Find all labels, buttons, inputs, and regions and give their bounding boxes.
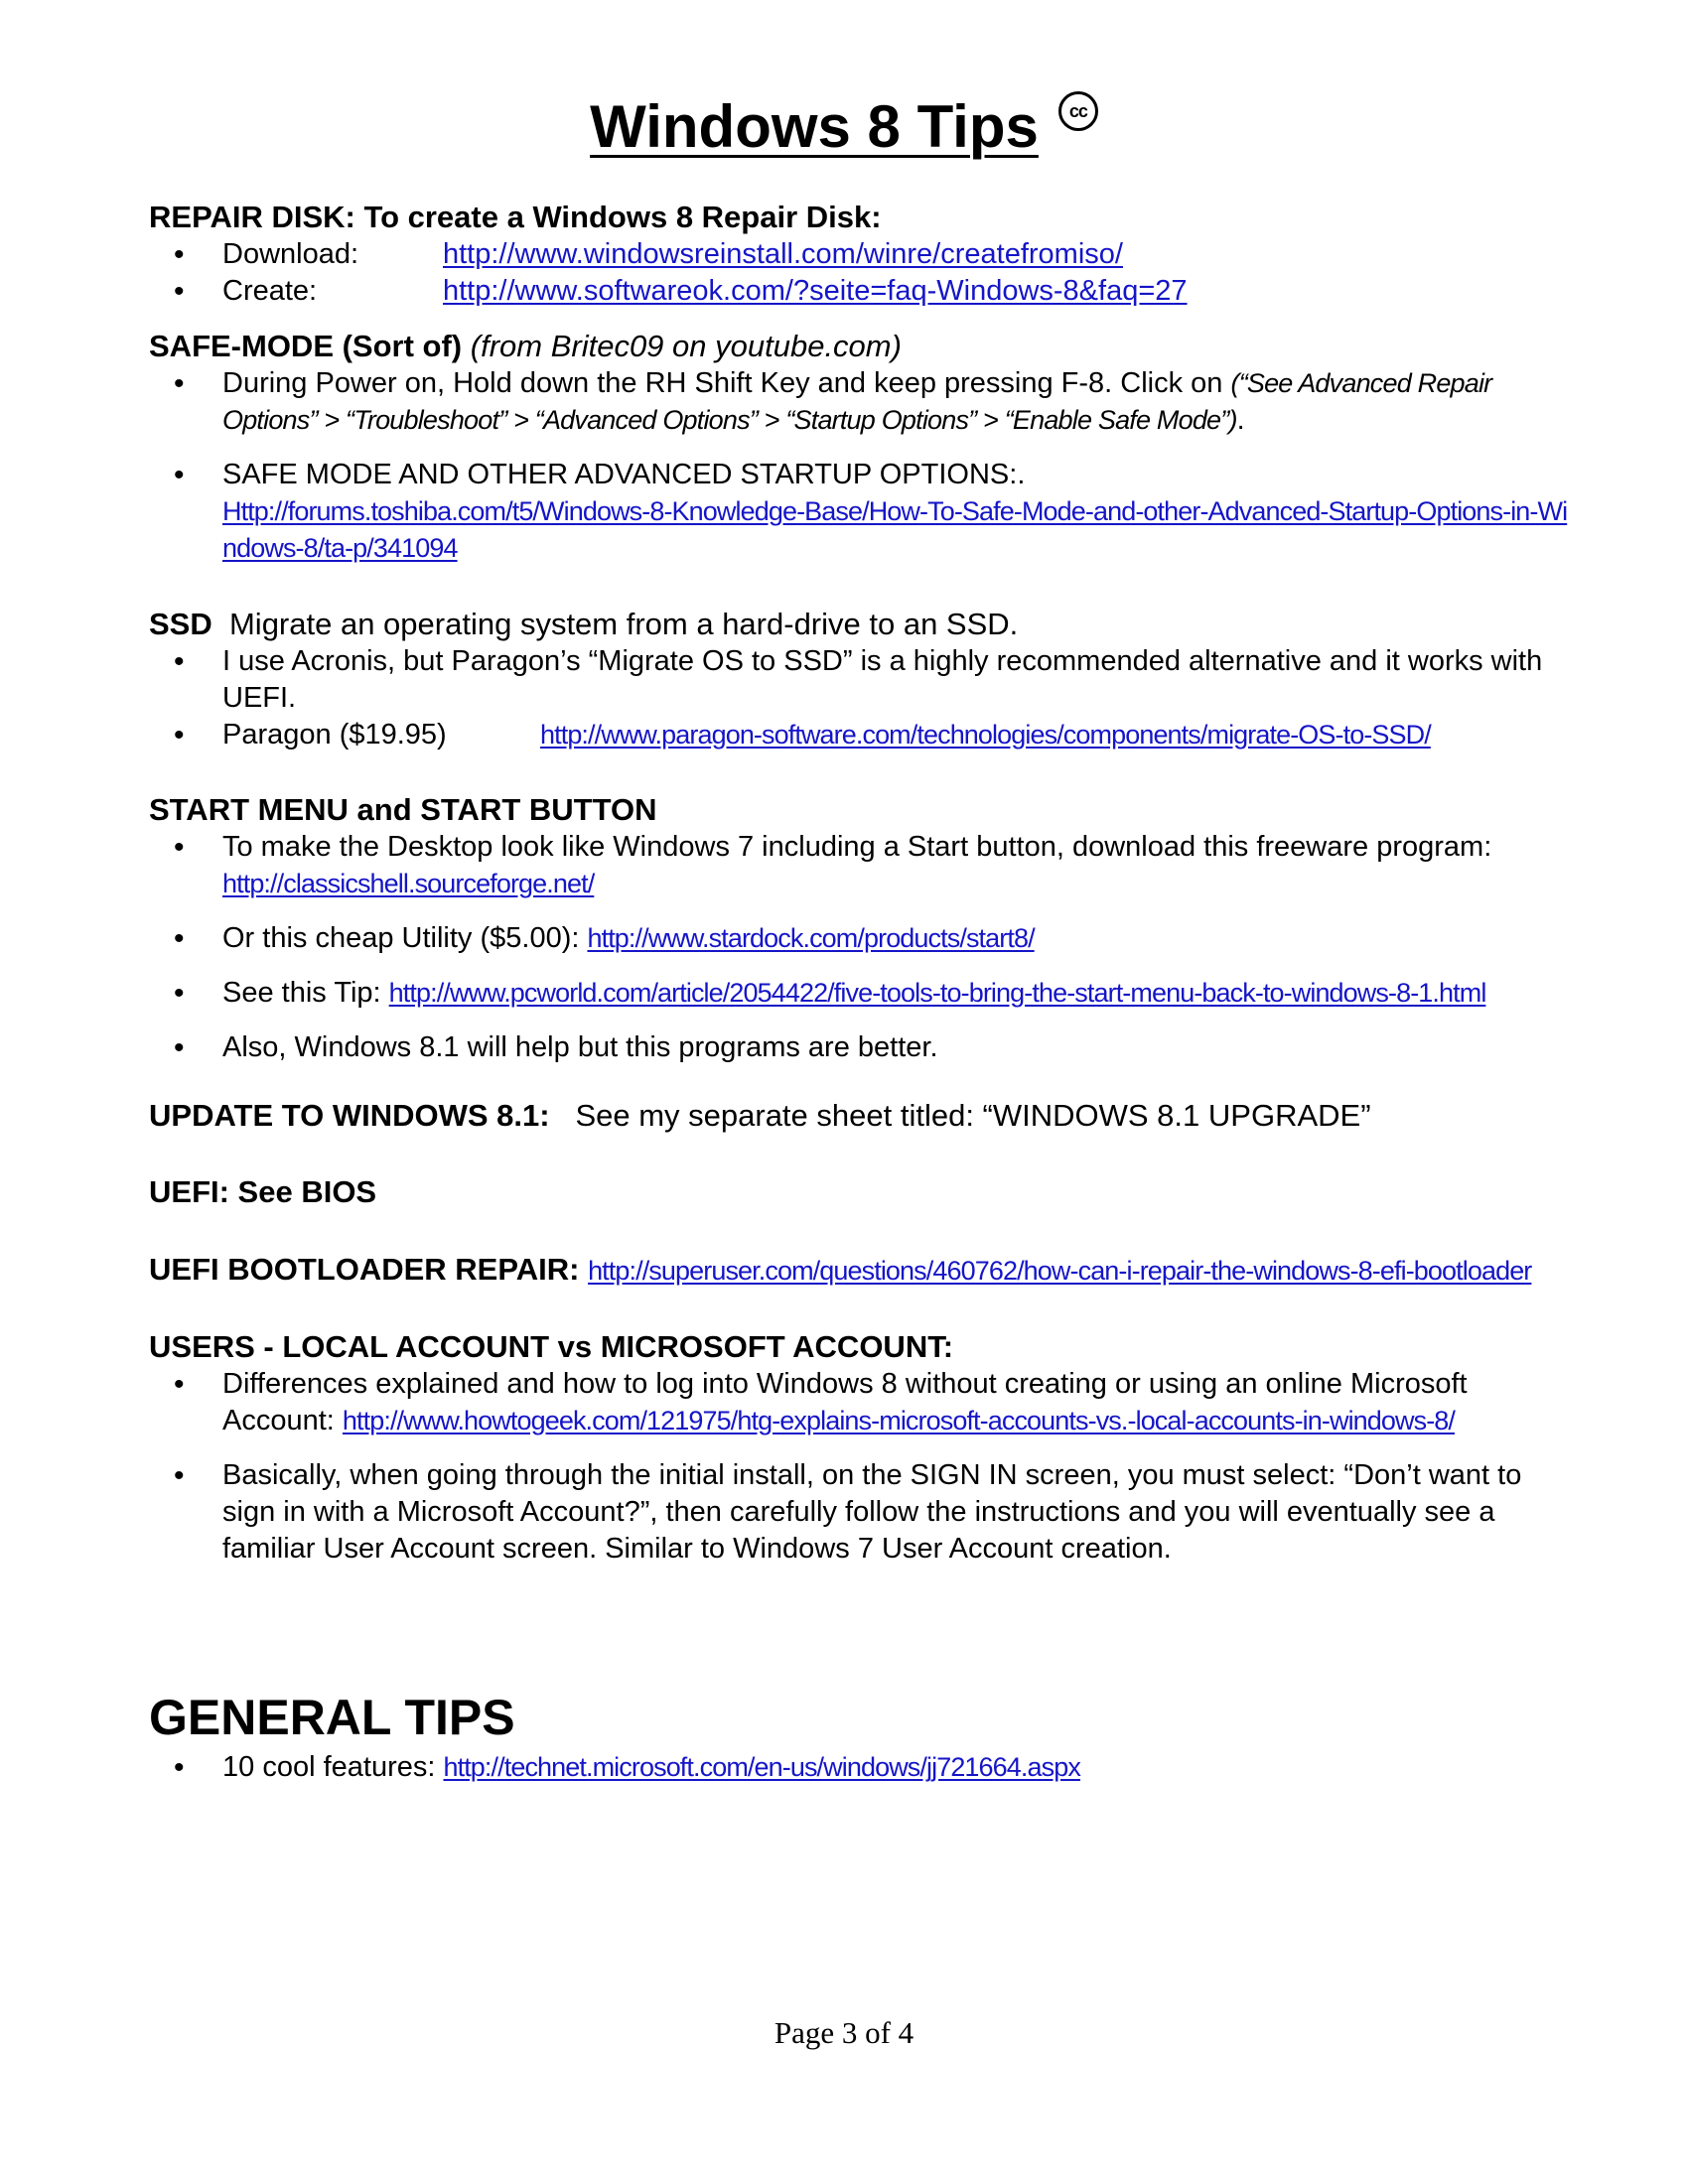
safemode-item1-text: During Power on, Hold down the RH Shift Key and keep pressing F-8. Click on bbox=[222, 367, 1231, 399]
repair-heading: REPAIR DISK: To create a Windows 8 Repair Disk: bbox=[149, 200, 882, 234]
start-classicshell-link[interactable]: http://classicshell.sourceforge.net/ bbox=[222, 869, 595, 898]
section-repair-disk bbox=[149, 199, 1579, 310]
list-item bbox=[149, 365, 1579, 439]
bootloader-superuser-link[interactable]: http://superuser.com/questions/460762/how-can-i-repair-the-windows-8-efi-bootloader bbox=[588, 1256, 1532, 1286]
ssd-subtitle: Migrate an operating system from a hard-drive to an SSD. bbox=[228, 607, 1019, 641]
users-heading: USERS - LOCAL ACCOUNT vs MICROSOFT ACCOUNT: bbox=[149, 1329, 954, 1364]
general-item1-label: 10 cool features: bbox=[222, 1751, 444, 1783]
section-ssd bbox=[149, 606, 1579, 753]
list-item bbox=[149, 643, 1579, 717]
title-text: Windows 8 Tips bbox=[590, 93, 1039, 160]
list-item bbox=[149, 1366, 1579, 1439]
list-item bbox=[149, 829, 1579, 902]
section-update bbox=[149, 1097, 1579, 1135]
list-item bbox=[149, 717, 1579, 753]
safemode-toshiba-link[interactable]: Http://forums.toshiba.com/t5/Windows-8-Knowledge-Base/How-To-Safe-Mode-and-other-Advanced-Startup-Options-in-Windows-8/ta-p/341094 bbox=[222, 496, 1568, 563]
repair-download-link[interactable]: http://www.windowsreinstall.com/winre/createfromiso/ bbox=[443, 238, 1123, 270]
ssd-heading: SSD bbox=[149, 607, 212, 641]
start-item4-text: Also, Windows 8.1 will help but this programs are better. bbox=[222, 1031, 938, 1063]
safemode-item2-text: SAFE MODE AND OTHER ADVANCED STARTUP OPTIONS:. bbox=[222, 459, 1026, 490]
safemode-heading: SAFE-MODE (Sort of) bbox=[149, 329, 463, 363]
start-pcworld-link[interactable]: http://www.pcworld.com/article/2054422/five-tools-to-bring-the-start-menu-back-to-windows-8-1.html bbox=[388, 978, 1486, 1008]
list-item bbox=[149, 920, 1579, 957]
safemode-item1-end: . bbox=[1236, 404, 1245, 436]
list-item bbox=[149, 1029, 1579, 1066]
section-general bbox=[149, 1749, 1579, 1786]
safemode-item1-path: (“See Advanced Repair Options” > “Troubleshoot” > “Advanced Options” > “Startup Options” > “Enable Safe Mode”) bbox=[222, 368, 1492, 435]
list-item bbox=[149, 975, 1579, 1012]
section-start-menu bbox=[149, 791, 1579, 1066]
start-item3-text: See this Tip: bbox=[222, 977, 389, 1009]
uefi-heading: UEFI: See BIOS bbox=[149, 1174, 377, 1209]
start-stardock-link[interactable]: http://www.stardock.com/products/start8/ bbox=[587, 923, 1035, 953]
safemode-source: (from Britec09 on youtube.com) bbox=[470, 329, 902, 363]
ssd-paragon-link[interactable]: http://www.paragon-software.com/technologies/components/migrate-OS-to-SSD/ bbox=[540, 720, 1431, 750]
update-text: See my separate sheet titled: “WINDOWS 8.1 UPGRADE” bbox=[575, 1098, 1371, 1133]
repair-download-label: Download: bbox=[222, 238, 359, 270]
start-item2-text: Or this cheap Utility ($5.00): bbox=[222, 922, 588, 954]
page-title bbox=[0, 91, 1688, 163]
general-technet-link[interactable]: http://technet.microsoft.com/en-us/windows/jj721664.aspx bbox=[443, 1752, 1080, 1782]
page-number: Page 3 of 4 bbox=[774, 2015, 914, 2050]
section-safe-mode bbox=[149, 328, 1579, 567]
users-item2-text: Basically, when going through the initial install, on the SIGN IN screen, you must select: “Don’t want to sign in with a Microsoft Account?”, then carefully follow the instructions and you will eventually see a familiar User Account screen. Similar to Windows 7 User Account creation. bbox=[222, 1459, 1522, 1565]
general-heading: GENERAL TIPS bbox=[149, 1690, 515, 1745]
section-bootloader bbox=[149, 1251, 1579, 1290]
start-item1-text: To make the Desktop look like Windows 7 including a Start button, download this freeware program: bbox=[222, 831, 1492, 863]
creative-commons-icon: cc bbox=[1058, 91, 1098, 131]
users-howtogeek-link[interactable]: http://www.howtogeek.com/121975/htg-explains-microsoft-accounts-vs.-local-accounts-in-windows-8/ bbox=[342, 1406, 1456, 1435]
section-users bbox=[149, 1328, 1579, 1568]
section-uefi bbox=[149, 1173, 1579, 1211]
list-item bbox=[149, 273, 1579, 310]
ssd-paragon-label: Paragon ($19.95) bbox=[222, 719, 447, 751]
list-item bbox=[149, 236, 1579, 273]
repair-create-link[interactable]: http://www.softwareok.com/?seite=faq-Windows-8&faq=27 bbox=[443, 275, 1188, 307]
list-item bbox=[149, 457, 1579, 567]
repair-create-label: Create: bbox=[222, 275, 318, 307]
bootloader-heading: UEFI BOOTLOADER REPAIR: bbox=[149, 1252, 580, 1287]
list-item bbox=[149, 1457, 1579, 1568]
list-item bbox=[149, 1749, 1579, 1786]
ssd-item1-text: I use Acronis, but Paragon’s “Migrate OS to SSD” is a highly recommended alternative and it works with UEFI. bbox=[222, 645, 1543, 714]
update-heading: UPDATE TO WINDOWS 8.1: bbox=[149, 1098, 550, 1133]
users-item1-text: Differences explained and how to log into Windows 8 without creating or using an online Microsoft Account: bbox=[222, 1368, 1468, 1436]
start-heading: START MENU and START BUTTON bbox=[149, 792, 657, 827]
